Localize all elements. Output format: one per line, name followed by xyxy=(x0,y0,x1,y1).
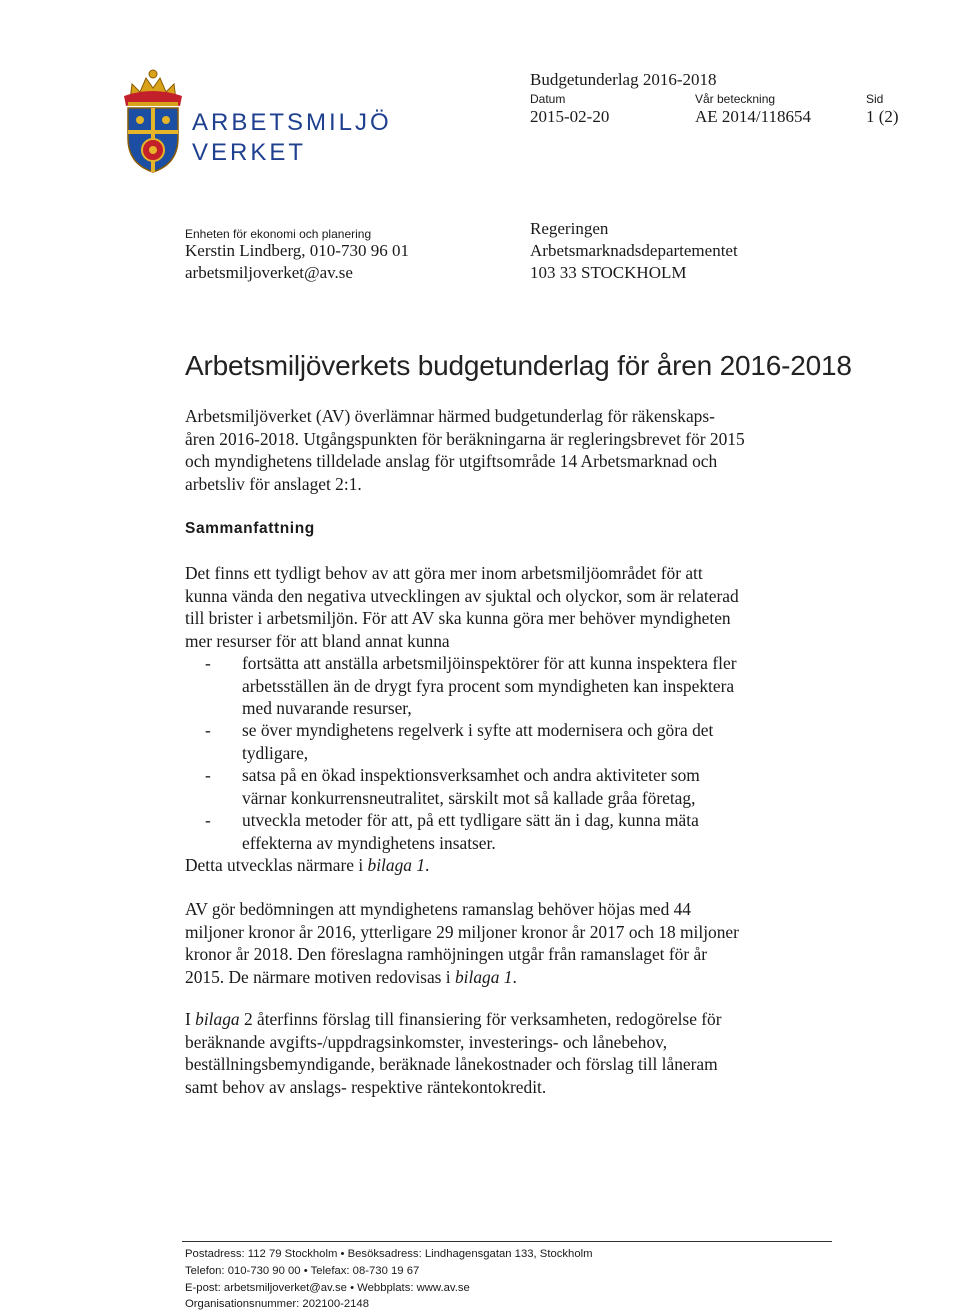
summary-line: mer resurser för att bland annat kunna xyxy=(185,630,450,651)
page-number: 1 (2) xyxy=(866,107,899,126)
closing-punctuation: . xyxy=(425,855,430,875)
bullet-line: satsa på en ökad inspektionsverksamhet och andra aktiviteter som xyxy=(242,765,700,785)
bullet-line: se över myndighetens regelverk i syfte att modernisera och göra det xyxy=(242,720,714,740)
recipient-line2: Arbetsmarknadsdepartementet xyxy=(530,241,738,260)
appendix-line: I xyxy=(185,1009,196,1029)
intro-line: arbetsliv för anslaget 2:1. xyxy=(185,473,362,494)
intro-line: och myndighetens tilldelade anslag för utgiftsområde 14 Arbetsmarknad och xyxy=(185,451,718,471)
page-heading: Arbetsmiljöverkets budgetunderlag för åren 2016-2018 xyxy=(185,350,852,381)
budget-line: miljoner kronor år 2016, ytterligare 29 miljoner kronor år 2017 och 18 miljoner xyxy=(185,921,739,942)
logo-wordmark-line2: VERKET xyxy=(192,139,307,166)
document-title: Budgetunderlag 2016-2018 xyxy=(530,70,717,89)
summary-line: kunna vända den negativa utvecklingen av sjuktal och olyckor, som är relaterad xyxy=(185,585,739,606)
footer-phone: Telefon: 010-730 90 00 • Telefax: 08-730 19 67 xyxy=(185,1265,420,1277)
sender-contact: Kerstin Lindberg, 010-730 96 01 xyxy=(185,241,409,260)
footer-email-web: E-post: arbetsmiljoverket@av.se • Webbplats: www.av.se xyxy=(185,1282,470,1294)
bullet-line: fortsätta att anställa arbetsmiljöinspektörer för att kunna inspektera fler xyxy=(242,653,737,673)
appendix-line: beställningsbemyndigande, beräknade lånekostnader och förslag till låneram xyxy=(185,1054,718,1074)
bullet-dash: - xyxy=(205,765,211,785)
sender-email: arbetsmiljoverket@av.se xyxy=(185,263,353,282)
logo-wordmark xyxy=(192,108,392,168)
appendix-paragraph xyxy=(185,1008,825,1098)
sender-unit: Enheten för ekonomi och planering xyxy=(185,227,372,241)
intro-paragraph xyxy=(185,405,825,495)
appendix-line: 2 återfinns förslag till finansiering för verksamheten, redogörelse för xyxy=(239,1009,722,1029)
appendix-line: beräknande avgifts-/uppdragsinkomster, investerings- och lånebehov, xyxy=(185,1031,668,1052)
footer-divider xyxy=(182,1241,832,1242)
recipient-line3: 103 33 STOCKHOLM xyxy=(530,263,687,282)
summary-line: Det finns ett tydligt behov av att göra mer inom arbetsmiljöområdet för att xyxy=(185,563,703,583)
reference-value: AE 2014/118654 xyxy=(695,107,812,126)
intro-line: Arbetsmiljöverket (AV) överlämnar härmed budgetunderlag för räkenskaps- xyxy=(185,406,715,426)
logo-wordmark-line1: ARBETSMILJÖ xyxy=(192,109,392,136)
recipient-line1: Regeringen xyxy=(530,219,609,238)
reference-label: Vår beteckning xyxy=(695,92,776,106)
bullet-line: utveckla metoder för att, på ett tydligare sätt än i dag, kunna mäta xyxy=(242,810,699,830)
bullet-line: med nuvarande resurser, xyxy=(242,698,412,718)
footer-org-number: Organisationsnummer: 202100-2148 xyxy=(185,1298,369,1310)
footer-postal-address: Postadress: 112 79 Stockholm • Besöksadress: Lindhagensgatan 133, Stockholm xyxy=(185,1248,593,1260)
section-heading: Sammanfattning xyxy=(185,520,315,537)
date-label: Datum xyxy=(530,92,566,106)
date-value: 2015-02-20 xyxy=(530,107,610,126)
bullet-line: effekterna av myndighetens insatser. xyxy=(242,832,496,853)
bullet-dash: - xyxy=(205,653,211,673)
bullet-line: värnar konkurrensneutralitet, särskilt mot så kallade gråa företag, xyxy=(242,787,696,808)
summary-closing xyxy=(185,854,825,877)
bullet-dash: - xyxy=(205,810,211,830)
bullet-line: arbetsställen än de drygt fyra procent som myndigheten kan inspektera xyxy=(242,675,735,696)
bullet-line: tydligare, xyxy=(242,742,309,763)
appendix-reference: bilaga xyxy=(195,1009,240,1029)
budget-punctuation: . xyxy=(512,966,517,987)
appendix-line: samt behov av anslags- respektive räntekontokredit. xyxy=(185,1076,547,1097)
page-label: Sid xyxy=(866,92,884,106)
closing-text: Detta utvecklas närmare i xyxy=(185,855,368,875)
agency-coat-of-arms-logo xyxy=(118,66,188,176)
intro-line: åren 2016-2018. Utgångspunkten för beräkningarna är regleringsbrevet för 2015 xyxy=(185,428,745,449)
budget-line: AV gör bedömningen att myndighetens ramanslag behöver höjas med 44 xyxy=(185,899,691,919)
budget-paragraph xyxy=(185,898,825,988)
summary-line: till brister i arbetsmiljön. För att AV ska kunna göra mer behöver myndigheten xyxy=(185,608,731,628)
budget-line: kronor år 2018. Den föreslagna ramhöjningen utgår från ramanslaget för år xyxy=(185,944,707,964)
summary-paragraph xyxy=(185,562,825,652)
appendix-reference: bilaga 1 xyxy=(454,966,513,987)
appendix-reference: bilaga 1 xyxy=(367,855,426,875)
bullet-dash: - xyxy=(205,720,211,740)
budget-line: 2015. De närmare motiven redovisas i xyxy=(185,966,455,987)
